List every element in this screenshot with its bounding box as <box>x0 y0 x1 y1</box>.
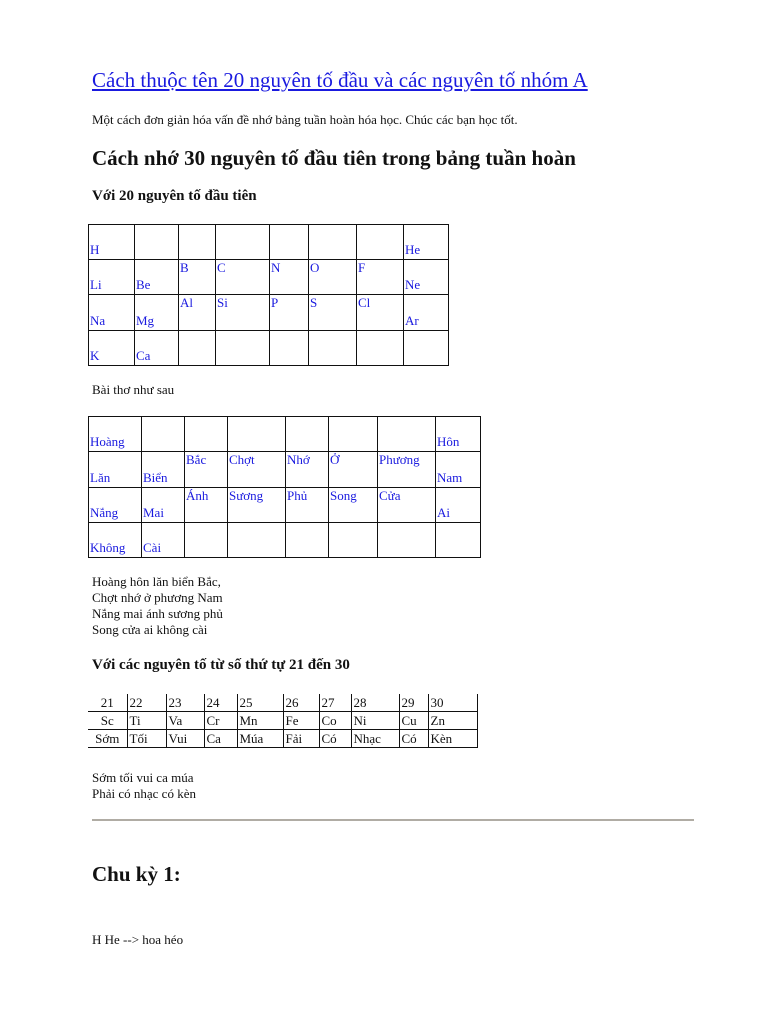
element-cell <box>309 295 357 331</box>
word-cell-text: Hôn <box>437 434 460 449</box>
element-cell <box>270 260 309 295</box>
element-cell <box>270 225 309 260</box>
element-cell <box>404 225 449 260</box>
period-1-mnemonic: H He --> hoa héo <box>92 932 184 947</box>
element-cell <box>179 331 216 366</box>
first-20-elements-table <box>88 224 449 366</box>
element-symbol: Va <box>166 712 204 730</box>
mnemonic-word: Sớm <box>88 730 127 748</box>
word-cell <box>228 417 286 452</box>
word-row <box>89 452 481 488</box>
element-cell <box>309 225 357 260</box>
element-cell <box>89 225 135 260</box>
element-cell <box>135 295 179 331</box>
element-cell <box>179 225 216 260</box>
word-cell-text: Không <box>90 540 126 555</box>
element-number: 21 <box>88 694 127 712</box>
element-cell-text: Ne <box>405 277 421 292</box>
word-cell <box>142 452 185 488</box>
word-cell-text: Ở <box>330 452 340 467</box>
element-cell <box>89 331 135 366</box>
word-cell <box>89 523 142 558</box>
element-cell <box>135 331 179 366</box>
element-cell-text: N <box>271 260 281 275</box>
element-number: 28 <box>351 694 399 712</box>
element-cell <box>357 295 404 331</box>
element-row <box>89 295 449 331</box>
word-cell-text: Nam <box>437 470 463 485</box>
element-cell <box>309 260 357 295</box>
element-cell <box>270 295 309 331</box>
element-symbol: Cr <box>204 712 237 730</box>
element-cell-text: O <box>310 260 320 275</box>
element-number: 30 <box>428 694 477 712</box>
section-heading: Cách nhớ 30 nguyên tố đầu tiên trong bảng tuần hoàn <box>92 146 576 170</box>
element-number: 29 <box>399 694 428 712</box>
element-cell <box>404 331 449 366</box>
word-cell <box>436 417 481 452</box>
element-number: 25 <box>237 694 283 712</box>
element-cell <box>135 260 179 295</box>
subheading-first-20: Với 20 nguyên tố đầu tiên <box>92 188 257 204</box>
element-cell <box>216 295 270 331</box>
element-number: 23 <box>166 694 204 712</box>
word-cell-text: Biển <box>143 470 168 485</box>
word-cell <box>185 488 228 523</box>
poem-line: Nắng mai ánh sương phủ <box>92 606 223 621</box>
word-cell <box>89 452 142 488</box>
element-cell <box>89 260 135 295</box>
element-symbol: Sc <box>88 712 127 730</box>
word-cell-text: Hoàng <box>90 434 125 449</box>
word-cell <box>286 523 329 558</box>
word-cell-text: Nhớ <box>287 452 310 467</box>
small-table-row <box>88 712 477 730</box>
element-cell-text: P <box>271 295 279 310</box>
element-cell-text: Be <box>136 277 151 292</box>
word-cell-text: Nắng <box>90 505 119 520</box>
page-title-link[interactable]: Cách thuộc tên 20 nguyên tố đầu và các nguyên tố nhóm A <box>92 68 588 92</box>
element-cell <box>309 331 357 366</box>
word-cell <box>286 417 329 452</box>
element-symbol: Mn <box>237 712 283 730</box>
word-cell-text: Phủ <box>287 488 308 503</box>
word-cell <box>286 488 329 523</box>
poem2-block <box>92 770 196 802</box>
element-row <box>89 331 449 366</box>
mnemonic-words-table <box>88 416 481 558</box>
element-cell <box>135 225 179 260</box>
element-cell <box>216 225 270 260</box>
word-row <box>89 523 481 558</box>
element-cell-text: F <box>358 260 366 275</box>
mnemonic-word: Múa <box>237 730 283 748</box>
element-cell-text: S <box>310 295 318 310</box>
word-cell-text: Cửa <box>379 488 401 503</box>
element-row <box>89 225 449 260</box>
element-row <box>89 260 449 295</box>
word-cell <box>378 452 436 488</box>
word-cell <box>378 417 436 452</box>
word-cell <box>228 452 286 488</box>
word-cell <box>142 417 185 452</box>
element-cell-text: Na <box>90 313 106 328</box>
element-cell <box>216 260 270 295</box>
word-cell-text: Ánh <box>186 488 209 503</box>
subheading-21-30: Với các nguyên tố từ số thứ tự 21 đến 30 <box>92 657 350 673</box>
poem2-line: Phải có nhạc có kèn <box>92 786 196 801</box>
word-cell <box>185 523 228 558</box>
mnemonic-word: Fải <box>283 730 319 748</box>
element-cell-text: K <box>90 348 100 363</box>
word-cell <box>228 488 286 523</box>
element-cell-text: He <box>405 242 421 257</box>
word-cell <box>436 488 481 523</box>
element-symbol: Cu <box>399 712 428 730</box>
word-cell-text: Bắc <box>186 452 207 467</box>
word-cell <box>89 488 142 523</box>
word-cell <box>329 417 378 452</box>
mnemonic-word: Nhạc <box>351 730 399 748</box>
word-cell <box>142 523 185 558</box>
mnemonic-word: Kèn <box>428 730 477 748</box>
element-number: 22 <box>127 694 166 712</box>
mnemonic-word: Ca <box>204 730 237 748</box>
word-cell <box>142 488 185 523</box>
word-cell <box>228 523 286 558</box>
word-cell-text: Phương <box>379 452 420 467</box>
element-number: 24 <box>204 694 237 712</box>
word-cell <box>378 523 436 558</box>
element-cell <box>179 260 216 295</box>
word-cell <box>185 452 228 488</box>
word-cell-text: Cài <box>143 540 162 555</box>
word-cell-text: Song <box>330 488 357 503</box>
word-cell <box>329 488 378 523</box>
element-cell <box>404 260 449 295</box>
word-row <box>89 488 481 523</box>
intro-text: Một cách đơn giản hóa vấn đề nhớ bảng tuần hoàn hóa học. Chúc các bạn học tốt. <box>92 112 518 127</box>
element-cell <box>357 260 404 295</box>
element-cell-text: Si <box>217 295 228 310</box>
word-cell-text: Sương <box>229 488 264 503</box>
word-row <box>89 417 481 452</box>
element-number: 26 <box>283 694 319 712</box>
word-cell <box>329 523 378 558</box>
mnemonic-word: Có <box>399 730 428 748</box>
element-cell <box>270 331 309 366</box>
word-cell <box>436 523 481 558</box>
element-cell-text: Ca <box>136 348 151 363</box>
element-cell-text: B <box>180 260 189 275</box>
element-symbol: Ti <box>127 712 166 730</box>
element-cell <box>357 225 404 260</box>
poem-block <box>92 574 223 638</box>
element-number: 27 <box>319 694 351 712</box>
mnemonic-word: Tối <box>127 730 166 748</box>
elements-21-30-table <box>88 694 478 748</box>
element-cell-text: Li <box>90 277 102 292</box>
mnemonic-word: Vui <box>166 730 204 748</box>
mnemonic-word: Có <box>319 730 351 748</box>
poem-line: Chợt nhớ ở phương Nam <box>92 590 223 605</box>
word-cell <box>286 452 329 488</box>
word-cell-text: Ai <box>437 505 450 520</box>
small-table-row <box>88 730 477 748</box>
small-table-row <box>88 694 477 712</box>
element-cell-text: Ar <box>405 313 419 328</box>
element-cell <box>179 295 216 331</box>
word-cell <box>89 417 142 452</box>
element-symbol: Fe <box>283 712 319 730</box>
element-cell-text: Al <box>180 295 193 310</box>
element-cell <box>357 331 404 366</box>
element-symbol: Zn <box>428 712 477 730</box>
element-cell <box>404 295 449 331</box>
horizontal-divider <box>92 819 694 821</box>
poem-intro: Bài thơ như sau <box>92 382 175 397</box>
word-cell-text: Lăn <box>90 470 111 485</box>
poem-line: Hoàng hôn lăn biển Bắc, <box>92 574 221 589</box>
word-cell <box>378 488 436 523</box>
element-cell-text: Mg <box>136 313 155 328</box>
word-cell <box>436 452 481 488</box>
element-cell-text: Cl <box>358 295 371 310</box>
element-cell-text: H <box>90 242 100 257</box>
word-cell <box>329 452 378 488</box>
poem2-line: Sớm tối vui ca múa <box>92 770 194 785</box>
element-symbol: Co <box>319 712 351 730</box>
period-1-heading: Chu kỳ 1: <box>92 862 181 886</box>
word-cell-text: Mai <box>143 505 164 520</box>
poem-line: Song cửa ai không cài <box>92 622 208 637</box>
word-cell <box>185 417 228 452</box>
word-cell-text: Chợt <box>229 452 255 467</box>
element-cell <box>216 331 270 366</box>
element-symbol: Ni <box>351 712 399 730</box>
element-cell <box>89 295 135 331</box>
element-cell-text: C <box>217 260 226 275</box>
